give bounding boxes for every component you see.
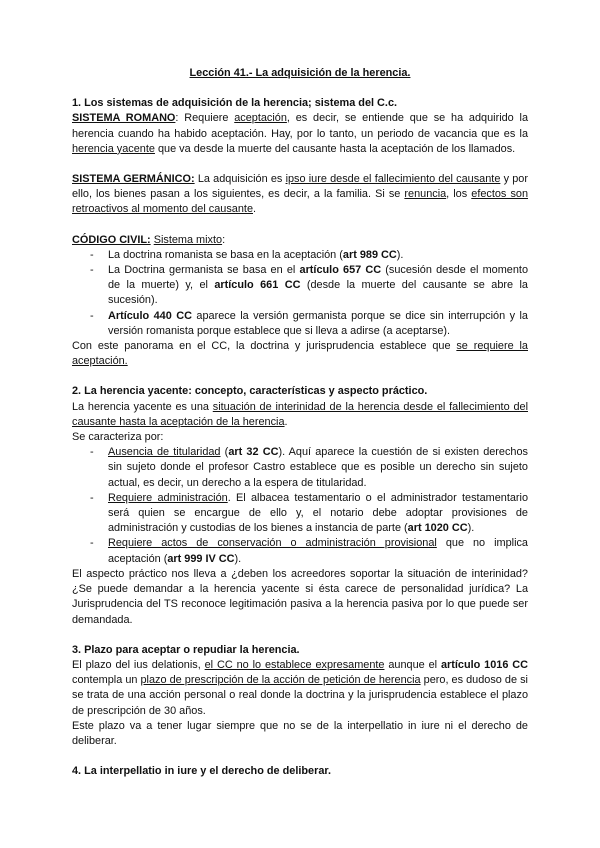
section-4-heading: 4. La interpellatio in iure y el derecho de deliberar. — [72, 765, 332, 778]
text-run: , los — [446, 188, 472, 201]
underlined-term: renuncia — [404, 188, 447, 201]
underlined-term: se requiere la aceptación. — [72, 340, 528, 368]
text-run: : — [222, 233, 226, 246]
underlined-term: Requiere administración — [108, 491, 228, 504]
text-run: La doctrina romanista se basa en la aceptación ( — [108, 248, 343, 261]
text-run: ). — [467, 522, 475, 535]
text-run: Con este panorama en el CC, la doctrina y jurisprudencia establece que — [72, 340, 457, 353]
caracteristicas-list — [72, 445, 528, 567]
underlined-term: efectos son retroactivos al momento del causante — [72, 188, 529, 216]
text-run: (desde la muerte del causante se abre la sucesión). — [108, 279, 528, 307]
article-ref: art 989 CC — [342, 248, 397, 261]
list-item — [108, 263, 528, 309]
list-item — [108, 248, 528, 263]
underlined-term: Sistema mixto — [153, 233, 223, 246]
text-run: ). Aquí aparece la cuestión de si existen derechos sin sujeto donde el profesor Castro establece que es posible un derecho sin sujeto actual, es decir, un derecho a la espera de titularidad. — [108, 446, 528, 489]
text-run: ). — [234, 552, 242, 565]
text-run: La herencia yacente es una — [72, 400, 213, 413]
text-run: (sucesión desde el momento de la muerte) y, el — [108, 264, 528, 292]
text-run: contempla un — [72, 674, 141, 687]
underlined-term: el CC no lo establece expresamente — [204, 658, 385, 671]
text-run: . El albacea testamentario o el administrador testamentario será quien se encargue de ello y, el notario debe adoptar provisiones de administración y custodias de los bienes a instancia de parte ( — [108, 491, 529, 535]
article-ref: artículo 657 CC — [299, 264, 382, 277]
article-ref: Artículo 440 CC — [108, 309, 192, 322]
underlined-term: ipso iure desde el fallecimiento del causante — [285, 173, 501, 186]
text-run: ). — [396, 248, 404, 261]
text-run: La Doctrina germanista se basa en el — [108, 264, 300, 277]
codigo-civil-list — [72, 248, 528, 339]
underlined-term: Ausencia de titularidad — [108, 446, 221, 459]
text-run: ( — [220, 446, 229, 459]
underlined-term: aceptación — [234, 112, 287, 125]
underlined-term: situación de interinidad de la herencia desde el fallecimiento del causante hasta la aceptación de la herencia — [72, 400, 528, 428]
caracteriza-intro: Se caracteriza por: — [72, 431, 164, 444]
text-run: El plazo del ius delationis, — [72, 658, 205, 671]
list-item — [108, 445, 528, 491]
text-run: que va desde la muerte del causante hasta la aceptación de los llamados. — [154, 142, 516, 155]
underlined-term: plazo de prescripción de la acción de petición de herencia — [140, 674, 421, 687]
list-item — [108, 309, 528, 339]
sistema-romano-label: SISTEMA ROMANO — [72, 112, 176, 125]
sistema-germanico-label: SISTEMA GERMÁNICO: — [72, 173, 195, 186]
text-run: pero, es dudoso de si se trata de una acción personal o real donde la doctrina y la jurisprudencia establece el plazo de prescripción de 30 años. — [72, 674, 528, 717]
text-run: aunque el — [384, 658, 441, 671]
plazo-paragraph — [72, 658, 528, 719]
herencia-yacente-definition — [72, 400, 528, 430]
codigo-civil-paragraph — [72, 233, 528, 248]
article-ref: art 32 CC — [228, 446, 279, 459]
text-run: : Requiere — [175, 112, 235, 125]
underlined-term: herencia yacente — [72, 142, 155, 155]
sistema-germanico-paragraph — [72, 172, 528, 218]
article-ref: artículo 661 CC — [214, 279, 301, 292]
aspecto-practico-paragraph: El aspecto práctico nos lleva a ¿deben los acreedores soportar la situación de interinidad? ¿Se puede demandar a la herencia yacente si ésta carece de personalidad jurídica? La Jurisprudencia del TS reconoce legitimación pasiva a la herencia pasiva por lo que puede ser demandada. — [72, 567, 528, 626]
list-item — [108, 491, 528, 537]
document-title: Lección 41.- La adquisición de la herencia. — [189, 67, 411, 79]
text-run: que no implica aceptación ( — [108, 537, 528, 565]
codigo-civil-closing — [72, 339, 528, 369]
text-run: , es decir, se entiende que se ha adquirido la herencia cuando ha habido aceptación. Hay, por lo tanto, un periodo de vacancia que es la — [72, 112, 528, 140]
document-page — [72, 66, 528, 779]
text-run: La adquisición es — [194, 173, 286, 186]
codigo-civil-label: CÓDIGO CIVIL: — [72, 233, 151, 246]
underlined-term: Requiere actos de conservación o administración provisional — [108, 537, 437, 550]
sistema-romano-paragraph — [72, 111, 528, 157]
article-ref: art 1020 CC — [407, 522, 468, 535]
article-ref: art 999 IV CC — [167, 552, 235, 565]
list-item — [108, 536, 528, 566]
text-run: . — [253, 203, 257, 216]
section-3-heading: 3. Plazo para aceptar o repudiar la herencia. — [72, 643, 300, 656]
text-run: y por ello, los bienes pasan a los siguientes, es decir, a la familia. Si se — [72, 173, 528, 201]
section-2-heading: 2. La herencia yacente: concepto, características y aspecto práctico. — [72, 385, 428, 398]
section-1-heading: 1. Los sistemas de adquisición de la herencia; sistema del C.c. — [72, 97, 398, 110]
text-run: aparece la versión germanista porque se dice sin interrupción y la versión romanista porque establece que si lleva a adirse (a aceptarse). — [108, 309, 528, 337]
article-ref: artículo 1016 CC — [440, 658, 528, 671]
plazo-note-paragraph: Este plazo va a tener lugar siempre que no se de la interpellatio in iure ni el derecho de deliberar. — [72, 719, 528, 747]
text-run: . — [284, 415, 288, 428]
